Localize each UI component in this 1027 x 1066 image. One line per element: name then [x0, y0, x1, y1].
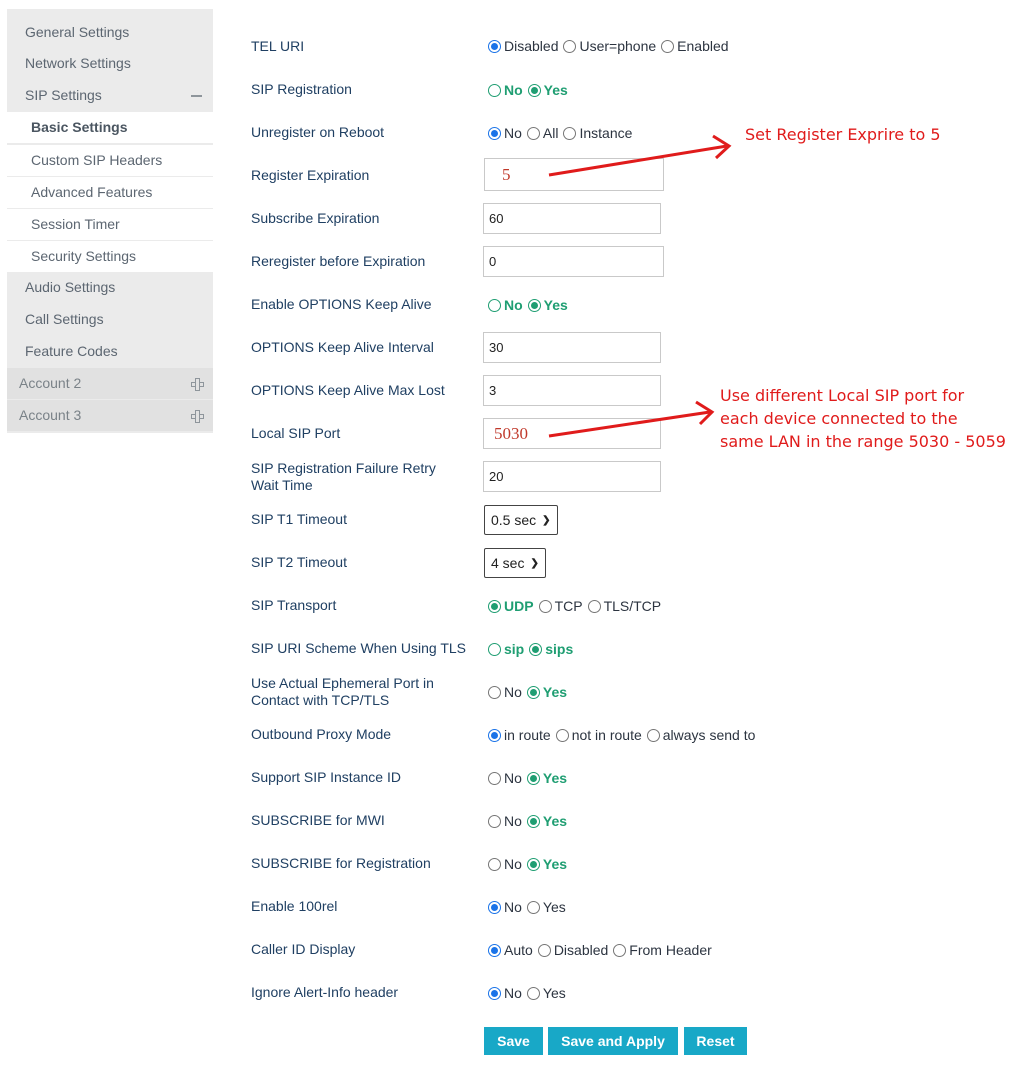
- sidebar-item-account-3[interactable]: [7, 400, 213, 431]
- radio-button[interactable]: [488, 815, 501, 828]
- sidebar-item-label: Account 2: [19, 375, 82, 391]
- enable-options-keep-alive-label: Enable OPTIONS Keep Alive: [251, 296, 432, 312]
- subscribe-mwi-yes-option[interactable]: Yes: [527, 813, 567, 829]
- sip-t1-timeout-label: SIP T1 Timeout: [251, 511, 347, 527]
- sidebar-item-security-settings[interactable]: Security Settings: [7, 241, 213, 272]
- use-actual-ephemeral-port-radio-group: [488, 684, 572, 700]
- sip-registration-failure-retry-label: SIP Registration Failure Retry Wait Time: [251, 460, 436, 493]
- radio-button[interactable]: [613, 944, 626, 957]
- sip-registration-yes-option[interactable]: Yes: [528, 82, 568, 98]
- collapse-icon[interactable]: [189, 80, 203, 111]
- local-sip-port-field: [483, 418, 661, 449]
- sip-registration-radio-group: [488, 82, 573, 98]
- options-keep-alive-max-lost-label: OPTIONS Keep Alive Max Lost: [251, 382, 445, 398]
- register-expire-annotation: Set Register Exprire to 5: [745, 125, 941, 144]
- radio-button[interactable]: [488, 127, 501, 140]
- sip-transport-label: SIP Transport: [251, 597, 337, 613]
- subscribe-for-registration-label: SUBSCRIBE for Registration: [251, 855, 431, 871]
- subscribe-expiration-field: [483, 203, 661, 234]
- caller-id-from-header-option[interactable]: From Header: [613, 942, 711, 958]
- sip-instance-id-no-option[interactable]: No: [488, 770, 522, 786]
- sidebar-item-label: Account 3: [19, 407, 82, 423]
- tel-uri-label: TEL URI: [251, 38, 305, 54]
- radio-button[interactable]: [661, 40, 674, 53]
- tel-uri-user-phone-option[interactable]: User=phone: [563, 38, 656, 54]
- sip-uri-scheme-radio-group: [488, 641, 578, 657]
- radio-button[interactable]: [488, 600, 501, 613]
- outbound-proxy-always-send-option[interactable]: always send to: [647, 727, 756, 743]
- sip-registration-no-option[interactable]: No: [488, 82, 523, 98]
- caller-id-auto-option[interactable]: Auto: [488, 942, 533, 958]
- outbound-proxy-mode-label: Outbound Proxy Mode: [251, 726, 392, 742]
- tel-uri-disabled-option[interactable]: Disabled: [488, 38, 558, 54]
- caller-id-display-label: Caller ID Display: [251, 941, 356, 957]
- tel-uri-radio-group: [488, 38, 734, 54]
- subscribe-for-mwi-radio-group: [488, 813, 572, 829]
- options-keep-alive-max-lost-field: [483, 375, 661, 406]
- radio-button[interactable]: [563, 127, 576, 140]
- reregister-before-expiration-input[interactable]: [483, 246, 664, 277]
- reregister-before-expiration-label: Reregister before Expiration: [251, 253, 426, 269]
- ignore-alert-info-label: Ignore Alert-Info header: [251, 984, 399, 1000]
- sip-transport-radio-group: [488, 598, 666, 614]
- unregister-on-reboot-radio-group: [488, 125, 637, 141]
- unregister-instance-option[interactable]: Instance: [563, 125, 632, 141]
- subscribe-mwi-no-option[interactable]: No: [488, 813, 522, 829]
- radio-button[interactable]: [529, 643, 542, 656]
- options-keep-alive-interval-field: [483, 332, 661, 363]
- enable-100rel-yes-option[interactable]: Yes: [527, 899, 566, 915]
- caller-id-disabled-option[interactable]: Disabled: [538, 942, 608, 958]
- outbound-proxy-in-route-option[interactable]: in route: [488, 727, 551, 743]
- radio-button[interactable]: [527, 901, 540, 914]
- unregister-on-reboot-label: Unregister on Reboot: [251, 124, 385, 140]
- sidebar-item-label: SIP Settings: [25, 87, 102, 103]
- enable-options-keep-alive-radio-group: [488, 297, 573, 313]
- radio-button[interactable]: [527, 815, 540, 828]
- radio-button[interactable]: [528, 84, 541, 97]
- enable-100rel-no-option[interactable]: No: [488, 899, 522, 915]
- radio-button[interactable]: [527, 858, 540, 871]
- subscribe-expiration-label: Subscribe Expiration: [251, 210, 380, 226]
- enable-100rel-radio-group: [488, 899, 571, 915]
- use-actual-ephemeral-port-label: Use Actual Ephemeral Port in Contact with TCP/TLS: [251, 675, 434, 708]
- sip-instance-id-yes-option[interactable]: Yes: [527, 770, 567, 786]
- ignore-alert-info-no-option[interactable]: No: [488, 985, 522, 1001]
- sip-t1-timeout-select[interactable]: 0.5 sec ❯: [484, 505, 558, 535]
- options-keep-alive-max-lost-input[interactable]: [483, 375, 661, 406]
- options-keep-alive-yes-option[interactable]: Yes: [528, 297, 568, 313]
- sip-registration-failure-retry-field: [483, 461, 661, 492]
- radio-button[interactable]: [539, 600, 552, 613]
- register-expiration-field: [484, 158, 664, 191]
- sip-t2-timeout-field: [484, 548, 546, 578]
- subscribe-registration-no-option[interactable]: No: [488, 856, 522, 872]
- sip-registration-failure-retry-input[interactable]: [483, 461, 661, 492]
- radio-button[interactable]: [488, 643, 501, 656]
- chevron-down-icon: ❯: [542, 514, 551, 526]
- radio-button[interactable]: [488, 299, 501, 312]
- sip-uri-scheme-sip-option[interactable]: sip: [488, 641, 524, 657]
- expand-icon[interactable]: [189, 368, 203, 399]
- ephemeral-port-yes-option[interactable]: Yes: [527, 684, 567, 700]
- radio-button[interactable]: [488, 858, 501, 871]
- radio-button[interactable]: [488, 729, 501, 742]
- unregister-no-option[interactable]: No: [488, 125, 522, 141]
- options-keep-alive-interval-label: OPTIONS Keep Alive Interval: [251, 339, 434, 355]
- radio-button[interactable]: [527, 987, 540, 1000]
- local-sip-port-annotation: Use different Local SIP port for each device connected to the same LAN in the range 5030 - 5059: [720, 386, 1006, 451]
- subscribe-expiration-input[interactable]: [483, 203, 661, 234]
- sip-uri-scheme-sips-option[interactable]: sips: [529, 641, 573, 657]
- sip-t2-timeout-select[interactable]: 4 sec ❯: [484, 548, 546, 578]
- register-expiration-input[interactable]: [484, 158, 664, 191]
- support-sip-instance-id-label: Support SIP Instance ID: [251, 769, 401, 785]
- sip-t2-timeout-label: SIP T2 Timeout: [251, 554, 347, 570]
- radio-button[interactable]: [488, 40, 501, 53]
- sidebar-nav: [7, 9, 213, 433]
- subscribe-for-mwi-label: SUBSCRIBE for MWI: [251, 812, 385, 828]
- options-keep-alive-no-option[interactable]: No: [488, 297, 523, 313]
- radio-button[interactable]: [488, 987, 501, 1000]
- save-and-apply-button[interactable]: Save and Apply: [548, 1027, 678, 1055]
- radio-button[interactable]: [488, 772, 501, 785]
- radio-button[interactable]: [588, 600, 601, 613]
- sidebar-item-audio-settings[interactable]: Audio Settings: [25, 279, 116, 295]
- chevron-down-icon: ❯: [530, 557, 539, 569]
- subscribe-registration-yes-option[interactable]: Yes: [527, 856, 567, 872]
- radio-button[interactable]: [488, 944, 501, 957]
- sidebar-item-advanced-features[interactable]: Advanced Features: [7, 177, 213, 208]
- sip-uri-scheme-label: SIP URI Scheme When Using TLS: [251, 640, 467, 656]
- sip-registration-label: SIP Registration: [251, 81, 352, 97]
- options-keep-alive-interval-input[interactable]: [483, 332, 661, 363]
- ignore-alert-info-radio-group: [488, 985, 571, 1001]
- ephemeral-port-no-option[interactable]: No: [488, 684, 522, 700]
- save-button[interactable]: Save: [484, 1027, 543, 1055]
- radio-button[interactable]: [647, 729, 660, 742]
- expand-icon[interactable]: [189, 400, 203, 431]
- radio-button[interactable]: [527, 127, 540, 140]
- sip-transport-tls-tcp-option[interactable]: TLS/TCP: [588, 598, 662, 614]
- radio-button[interactable]: [528, 299, 541, 312]
- radio-button[interactable]: [527, 686, 540, 699]
- reregister-before-expiration-field: [483, 246, 664, 277]
- caller-id-display-radio-group: [488, 942, 717, 958]
- outbound-proxy-not-in-route-option[interactable]: not in route: [556, 727, 642, 743]
- tel-uri-enabled-option[interactable]: Enabled: [661, 38, 728, 54]
- unregister-all-option[interactable]: All: [527, 125, 559, 141]
- sidebar-item-network-settings[interactable]: Network Settings: [25, 55, 131, 71]
- sip-transport-tcp-option[interactable]: TCP: [539, 598, 583, 614]
- enable-100rel-label: Enable 100rel: [251, 898, 338, 914]
- sidebar-item-sip-settings[interactable]: [7, 80, 213, 111]
- sidebar-item-call-settings[interactable]: Call Settings: [25, 311, 104, 327]
- sip-transport-udp-option[interactable]: UDP: [488, 598, 534, 614]
- local-sip-port-input[interactable]: [483, 418, 661, 449]
- sidebar-item-feature-codes[interactable]: Feature Codes: [25, 343, 118, 359]
- sidebar-item-general-settings[interactable]: General Settings: [25, 24, 130, 40]
- radio-button[interactable]: [488, 84, 501, 97]
- reset-button[interactable]: Reset: [684, 1027, 747, 1055]
- radio-button[interactable]: [527, 772, 540, 785]
- radio-button[interactable]: [488, 901, 501, 914]
- ignore-alert-info-yes-option[interactable]: Yes: [527, 985, 566, 1001]
- radio-button[interactable]: [488, 686, 501, 699]
- register-expiration-label: Register Expiration: [251, 167, 370, 183]
- sidebar-item-custom-sip-headers[interactable]: Custom SIP Headers: [7, 145, 213, 176]
- radio-button[interactable]: [538, 944, 551, 957]
- radio-button[interactable]: [563, 40, 576, 53]
- sidebar-item-account-2[interactable]: [7, 368, 213, 399]
- subscribe-for-registration-radio-group: [488, 856, 572, 872]
- radio-button[interactable]: [556, 729, 569, 742]
- outbound-proxy-mode-radio-group: [488, 727, 760, 743]
- sidebar-item-session-timer[interactable]: Session Timer: [7, 209, 213, 240]
- local-sip-port-label: Local SIP Port: [251, 425, 341, 441]
- sip-t1-timeout-field: [484, 505, 558, 535]
- support-sip-instance-id-radio-group: [488, 770, 572, 786]
- sidebar-item-basic-settings[interactable]: Basic Settings: [7, 112, 213, 143]
